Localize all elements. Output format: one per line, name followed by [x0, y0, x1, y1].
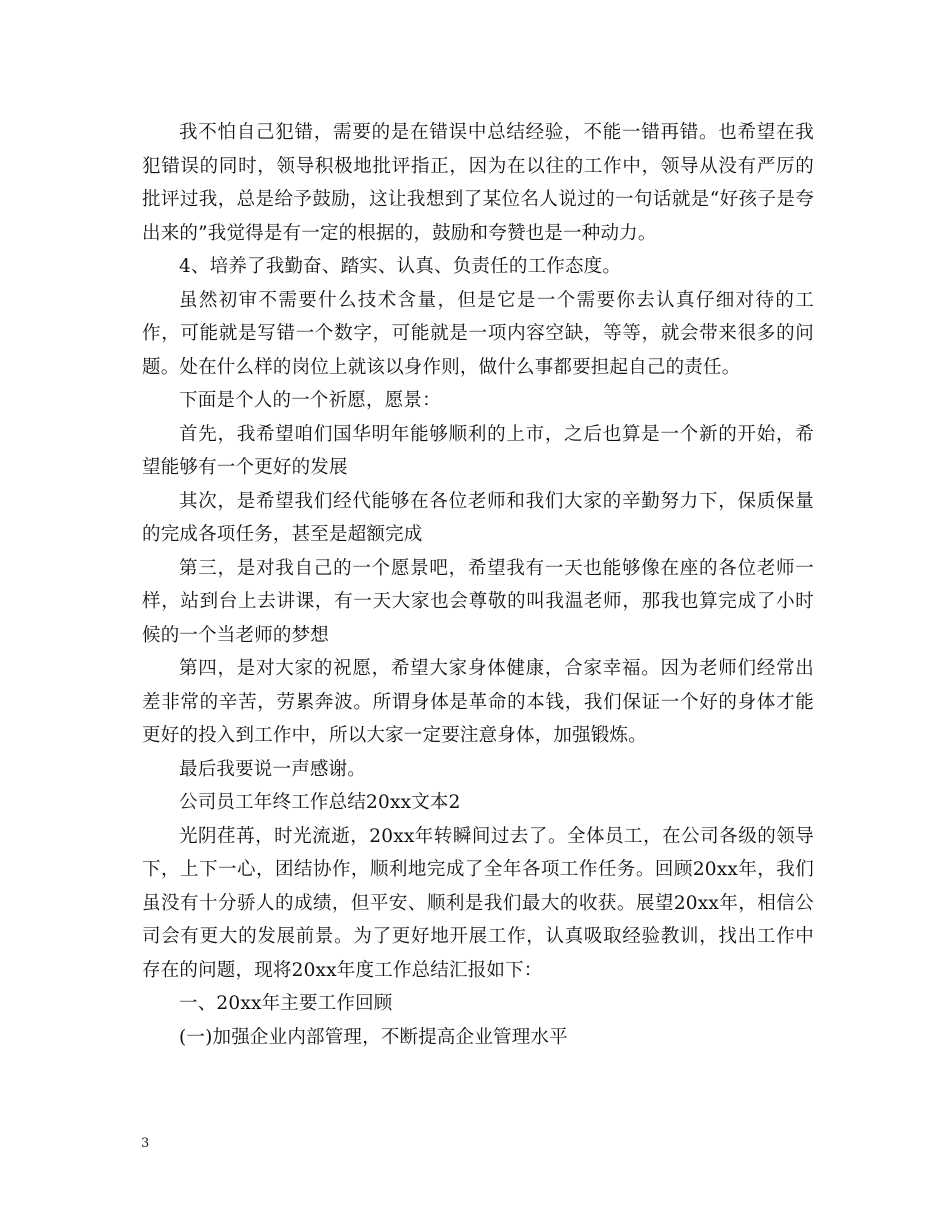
paragraph-year-summary: 光阴荏苒，时光流逝，20xx年转瞬间过去了。全体员工，在公司各级的领导下，上下一心，团结协作，顺利地完成了全年各项工作任务。回顾20xx年，我们虽没有十分骄人的成绩，但平安、顺利是我们最大的收获。展望20xx年，相信公司会有更大的发展前景。为了更好地开展工作，认真吸取经验教训，找出工作中存在的问题，现将20xx年度工作总结汇报如下：	[142, 825, 814, 981]
page-number: 3	[141, 1136, 150, 1151]
paragraph-wish-first: 首先，我希望咱们国华明年能够顺利的上市，之后也算是一个新的开始，希望能够有一个更好的发展	[142, 423, 814, 478]
paragraph-wish-fourth: 第四，是对大家的祝愿，希望大家身体健康，合家幸福。因为老师们经常出差非常的辛苦，劳累奔波。所谓身体是革命的本钱，我们保证一个好的身体才能更好的投入到工作中，所以大家一定要注意身体，加强锻炼。	[142, 658, 814, 746]
paragraph-wish-third: 第三，是对我自己的一个愿景吧，希望我有一天也能够像在座的各位老师一样，站到台上去讲课，有一天大家也会尊敬的叫我温老师，那我也算完成了小时候的一个当老师的梦想	[142, 557, 814, 646]
paragraph-mistakes: 我不怕自己犯错，需要的是在错误中总结经验，不能一错再错。也希望在我犯错误的同时，领导积极地批评指正，因为在以往的工作中，领导从没有严厉的批评过我，总是给予鼓励，这让我想到了某位名人说过的一句话就是“好孩子是夸出来的”我觉得是有一定的根据的，鼓励和夸赞也是一种动力。	[142, 122, 814, 244]
paragraph-work-attitude: 4、培养了我勤奋、踏实、认真、负责任的工作态度。	[179, 256, 622, 277]
heading-main-work-review: 一、20xx年主要工作回顾	[179, 993, 393, 1014]
section-title: 公司员工年终工作总结20xx文本2	[179, 792, 461, 813]
paragraph-wish-second: 其次，是希望我们经代能够在各位老师和我们大家的辛勤努力下，保质保量的完成各项任务，甚至是超额完成	[142, 490, 814, 545]
paragraph-thanks: 最后我要说一声感谢。	[179, 758, 367, 780]
paragraph-review-work: 虽然初审不需要什么技术含量，但是它是一个需要你去认真仔细对待的工作，可能就是写错一个数字，可能就是一项内容空缺，等等，就会带来很多的问题。处在什么样的岗位上就该以身作则，做什么事都要担起自己的责任。	[142, 289, 814, 378]
heading-internal-management: (一)加强企业内部管理，不断提高企业管理水平	[179, 1026, 568, 1048]
document-body	[142, 116, 814, 1054]
paragraph-wishes-intro: 下面是个人的一个祈愿，愿景：	[179, 390, 441, 411]
